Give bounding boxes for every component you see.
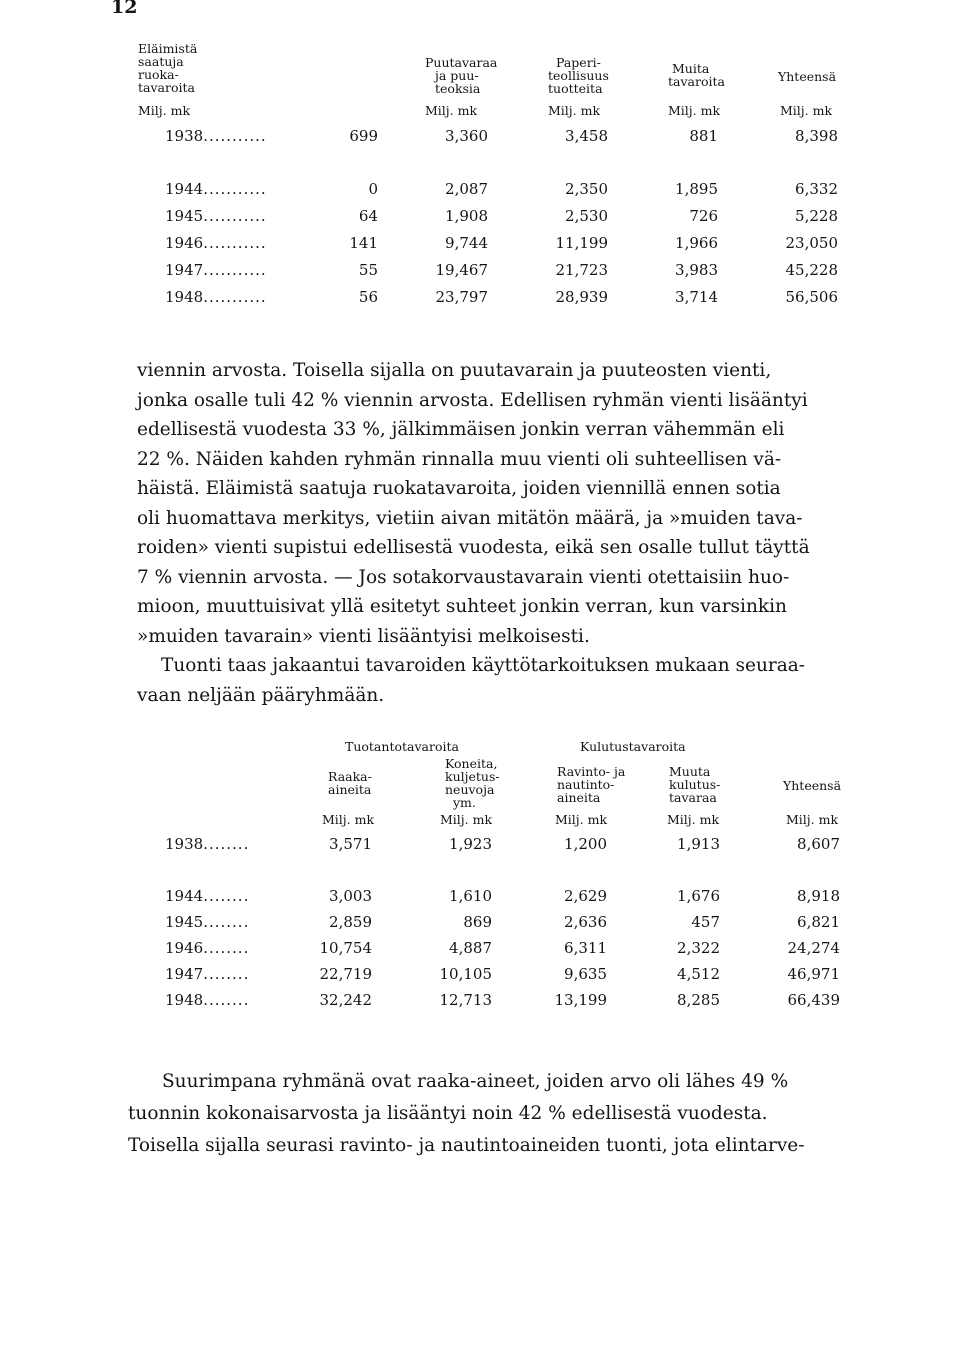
- cell: 8,607: [797, 835, 840, 853]
- text-line: oli huomattava merkitys, vietiin aivan mitätön määrä, ja »muiden tava-: [137, 507, 803, 529]
- t2-header-col3: Ravinto- ja nautinto- aineita: [557, 764, 626, 805]
- cell: 1,913: [677, 835, 720, 853]
- cell: 457: [691, 913, 720, 931]
- t2-unit-1: Milj. mk: [322, 812, 375, 827]
- cell: 10,105: [439, 965, 492, 983]
- text-line: häistä. Eläimistä saatuja ruokatavaroita, joiden viennillä ennen sotia: [137, 478, 781, 499]
- text-line: roiden» vienti supistui edellisestä vuodesta, eikä sen osalle tullut täyttä: [137, 537, 810, 558]
- row-year: 1948...........: [165, 288, 267, 306]
- cell: 4,887: [449, 939, 492, 957]
- row-year: 1947........: [165, 965, 250, 983]
- cell: 3,458: [565, 127, 608, 145]
- cell: 1,923: [449, 835, 492, 853]
- table-row: [0, 180, 960, 202]
- cell: 3,983: [675, 261, 718, 279]
- cell: 8,918: [797, 887, 840, 905]
- table-row: [0, 991, 960, 1013]
- cell: 3,360: [445, 127, 488, 145]
- cell: 9,744: [445, 234, 488, 252]
- t2-unit-5: Milj. mk: [786, 812, 839, 827]
- cell: 23,797: [435, 288, 488, 306]
- table-row: [0, 913, 960, 935]
- cell: 1,200: [564, 835, 607, 853]
- cell: 0: [368, 180, 378, 198]
- cell: 32,242: [319, 991, 372, 1009]
- row-year: 1945...........: [165, 207, 267, 225]
- cell: 1,676: [677, 887, 720, 905]
- t2-header-col1: Raaka- aineita: [328, 769, 372, 797]
- table-row: [0, 939, 960, 961]
- cell: 2,530: [565, 207, 608, 225]
- t2-header-col5: Yhteensä: [783, 778, 842, 793]
- text-line: mioon, muuttuisivat yllä esitetyt suhteet jonkin verran, kun varsinkin: [137, 596, 787, 617]
- table-row: [0, 965, 960, 987]
- cell: 2,350: [565, 180, 608, 198]
- t2-header-col2: Koneita, kuljetus- neuvoja ym.: [445, 756, 500, 810]
- cell: 881: [689, 127, 718, 145]
- cell: 12,713: [439, 991, 492, 1009]
- row-year: 1948........: [165, 991, 250, 1009]
- cell: 869: [463, 913, 492, 931]
- t1-unit-3: Milj. mk: [548, 103, 601, 118]
- table-row: [0, 207, 960, 229]
- cell: 24,274: [787, 939, 840, 957]
- cell: 726: [689, 207, 718, 225]
- text-line: Tuonti taas jakaantui tavaroiden käyttötarkoituksen mukaan seuraa-: [161, 655, 806, 676]
- t1-unit-1: Milj. mk: [138, 103, 191, 118]
- row-year: 1947...........: [165, 261, 267, 279]
- cell: 3,003: [329, 887, 372, 905]
- cell: 2,859: [329, 913, 372, 931]
- t1-unit-5: Milj. mk: [780, 103, 833, 118]
- table-row: [0, 288, 960, 310]
- text-line: Suurimpana ryhmänä ovat raaka-aineet, joiden arvo oli lähes 49 %: [162, 1071, 789, 1092]
- cell: 4,512: [677, 965, 720, 983]
- cell: 3,714: [675, 288, 718, 306]
- cell: 10,754: [319, 939, 372, 957]
- text-line: 22 %. Näiden kahden ryhmän rinnalla muu vienti oli suhteellisen vä-: [137, 448, 782, 470]
- text-line: vaan neljään pääryhmään.: [137, 684, 385, 706]
- cell: 5,228: [795, 207, 838, 225]
- cell: 23,050: [785, 234, 838, 252]
- text-line: »muiden tavarain» vienti lisääntyisi melkoisesti.: [137, 625, 590, 647]
- cell: 2,087: [445, 180, 488, 198]
- cell: 141: [349, 234, 378, 252]
- row-year: 1946........: [165, 939, 250, 957]
- t2-group-header-1: Tuotantotavaroita: [345, 739, 459, 754]
- row-year: 1938...........: [165, 127, 267, 145]
- cell: 22,719: [319, 965, 372, 983]
- cell: 19,467: [435, 261, 488, 279]
- t1-unit-2: Milj. mk: [425, 103, 478, 118]
- cell: 56,506: [785, 288, 838, 306]
- cell: 13,199: [554, 991, 607, 1009]
- text-line: Toisella sijalla seurasi ravinto- ja nautintoaineiden tuonti, jota elintarve-: [128, 1135, 805, 1156]
- t2-unit-2: Milj. mk: [440, 812, 493, 827]
- cell: 66,439: [787, 991, 840, 1009]
- table-row: [0, 835, 960, 857]
- cell: 6,821: [797, 913, 840, 931]
- cell: 6,311: [564, 939, 607, 957]
- cell: 56: [358, 288, 378, 306]
- cell: 2,629: [564, 887, 607, 905]
- cell: 9,635: [564, 965, 607, 983]
- t1-header-col5: Yhteensä: [778, 69, 837, 84]
- row-year: 1944........: [165, 887, 250, 905]
- table-row: [0, 887, 960, 909]
- cell: 64: [358, 207, 378, 225]
- table-row: [0, 234, 960, 256]
- cell: 1,895: [675, 180, 718, 198]
- row-year: 1944...........: [165, 180, 267, 198]
- body-paragraph-1: [137, 356, 810, 710]
- cell: 6,332: [795, 180, 838, 198]
- t2-group-header-2: Kulutustavaroita: [580, 739, 686, 754]
- cell: 55: [358, 261, 378, 279]
- cell: 1,908: [445, 207, 488, 225]
- cell: 21,723: [555, 261, 608, 279]
- page-number: 12: [111, 0, 138, 18]
- t1-header-col2: Puutavaraa ja puu- teoksia: [425, 55, 498, 96]
- t1-header-col4: Muita tavaroita: [668, 61, 725, 89]
- text-line: 7 % viennin arvosta. — Jos sotakorvaustavarain vienti otettaisiin huo-: [137, 566, 790, 588]
- t2-header-col4: Muuta kulutus- tavaraa: [669, 764, 721, 805]
- t1-unit-4: Milj. mk: [668, 103, 721, 118]
- cell: 46,971: [787, 965, 840, 983]
- t1-header-col3: Paperi- teollisuus tuotteita: [548, 55, 609, 96]
- cell: 699: [349, 127, 378, 145]
- text-line: edellisestä vuodesta 33 %, jälkimmäisen jonkin verran vähemmän eli: [137, 419, 785, 440]
- text-line: viennin arvosta. Toisella sijalla on puutavarain ja puuteosten vienti,: [137, 360, 772, 381]
- cell: 3,571: [329, 835, 372, 853]
- cell: 8,398: [795, 127, 838, 145]
- text-line: tuonnin kokonaisarvosta ja lisääntyi noin 42 % edellisestä vuodesta.: [128, 1103, 768, 1124]
- t1-header-col1: Eläimistä saatuja ruoka- tavaroita: [138, 41, 198, 95]
- cell: 28,939: [555, 288, 608, 306]
- row-year: 1945........: [165, 913, 250, 931]
- cell: 2,636: [564, 913, 607, 931]
- cell: 8,285: [677, 991, 720, 1009]
- cell: 45,228: [785, 261, 838, 279]
- table-row: [0, 127, 960, 149]
- body-paragraph-2: [128, 1066, 805, 1162]
- t2-unit-4: Milj. mk: [667, 812, 720, 827]
- cell: 1,610: [449, 887, 492, 905]
- cell: 11,199: [555, 234, 608, 252]
- cell: 1,966: [675, 234, 718, 252]
- text-line: jonka osalle tuli 42 % viennin arvosta. Edellisen ryhmän vienti lisääntyi: [137, 389, 808, 411]
- t2-unit-3: Milj. mk: [555, 812, 608, 827]
- row-year: 1946...........: [165, 234, 267, 252]
- table-row: [0, 261, 960, 283]
- row-year: 1938........: [165, 835, 250, 853]
- cell: 2,322: [677, 939, 720, 957]
